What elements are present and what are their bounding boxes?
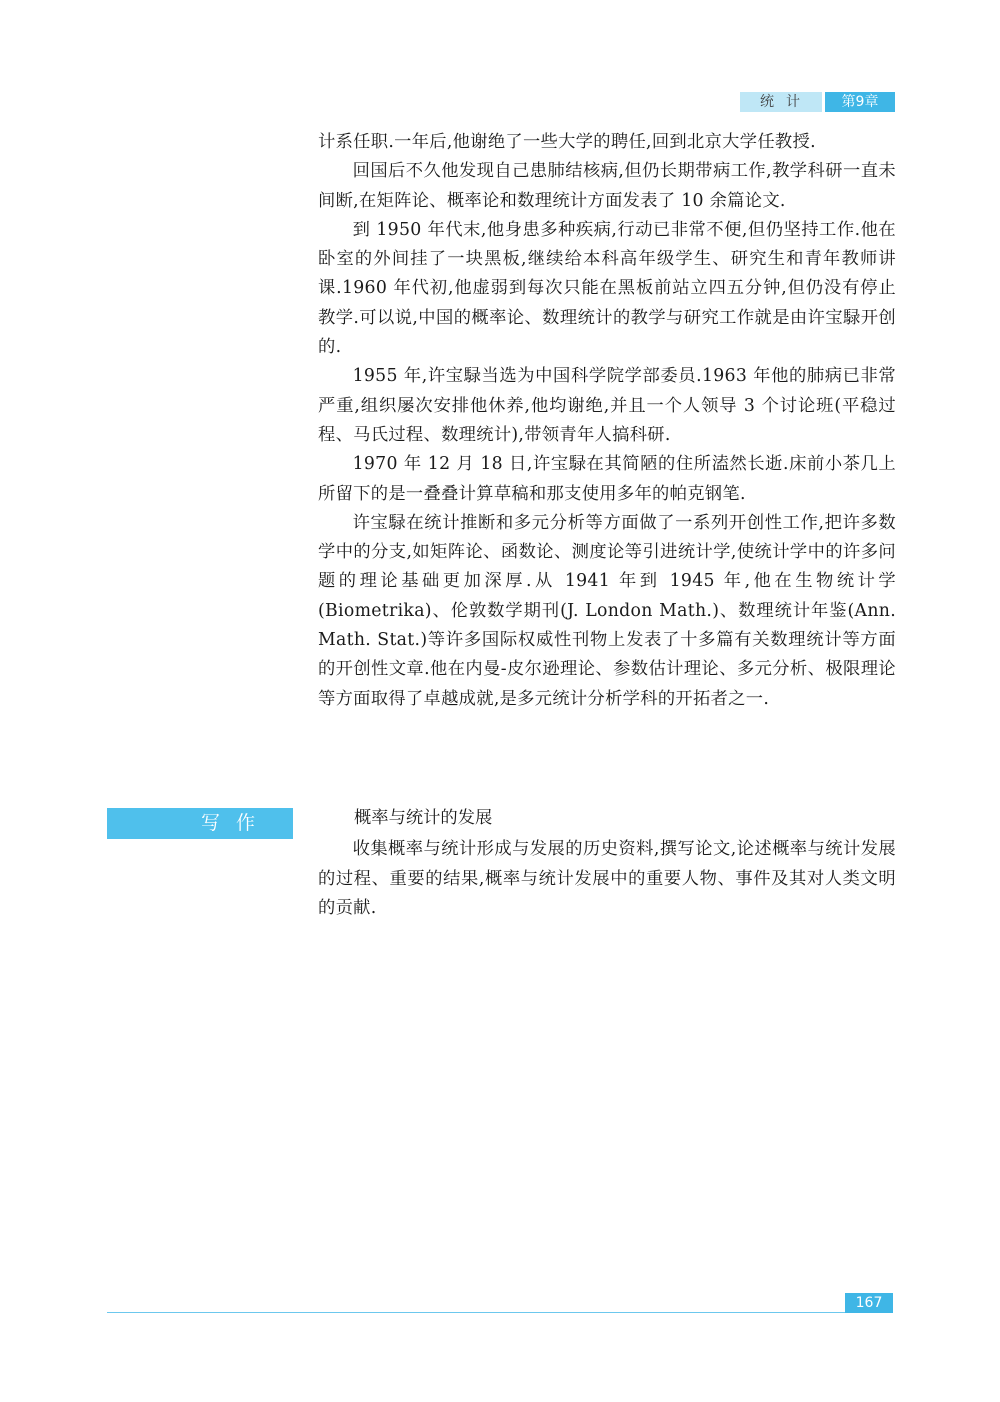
paragraph-6: 许宝騄在统计推断和多元分析等方面做了一系列开创性工作,把许多数学中的分支,如矩阵论、函数论、测度论等引进统计学,使统计学中的许多问题的理论基础更加深厚.从 1941 年到 1945 年,他在生物统计学(Biometrika)、伦敦数学期刊(J. London Math.)、数理统计年鉴(Ann. Math. Stat.)等许多国际权威性刊物上发表了十多篇有关数理统计等方面的开创性文章.他在内曼-皮尔逊理论、参数估计理论、多元分析、极限理论等方面取得了卓越成就,是多元统计分析学科的开拓者之一. [318, 512, 896, 709]
writing-section-band [107, 808, 293, 839]
writing-section-label: 写作 [200, 812, 271, 834]
writing-text: 收集概率与统计形成与发展的历史资料,撰写论文,论述概率与统计发展的过程、重要的结果,概率与统计发展中的重要人物、事件及其对人类文明的贡献. [318, 839, 896, 918]
paragraph-4: 1955 年,许宝騄当选为中国科学院学部委员.1963 年他的肺病已非常严重,组织屡次安排他休养,他均谢绝,并且一个人领导 3 个讨论班(平稳过程、马氏过程、数理统计),带领青年人搞科研. [318, 366, 896, 445]
header-chapter-tab: 第9章 [825, 92, 895, 112]
paragraph-1: 计系任职.一年后,他谢绝了一些大学的聘任,回到北京大学任教授. [318, 132, 816, 152]
page-number: 167 [845, 1293, 893, 1313]
paragraph-2: 回国后不久他发现自己患肺结核病,但仍长期带病工作,教学科研一直未间断,在矩阵论、概率论和数理统计方面发表了 10 余篇论文. [318, 161, 896, 211]
paragraph-5: 1970 年 12 月 18 日,许宝騄在其简陋的住所溘然长逝.床前小茶几上所留下的是一叠叠计算草稿和那支使用多年的帕克钢笔. [318, 454, 896, 504]
header-section-title: 统计 [740, 92, 822, 112]
writing-section [318, 804, 896, 923]
body-text [318, 128, 896, 714]
footer-rule [107, 1312, 893, 1313]
paragraph-3: 到 1950 年代末,他身患多种疾病,行动已非常不便,但仍坚持工作.他在卧室的外间挂了一块黑板,继续给本科高年级学生、研究生和青年教师讲课.1960 年代初,他虚弱到每次只能在黑板前站立四五分钟,但仍没有停止教学.可以说,中国的概率论、数理统计的教学与研究工作就是由许宝騄开创的. [318, 219, 896, 358]
running-header [740, 92, 895, 112]
writing-title: 概率与统计的发展 [354, 808, 493, 828]
